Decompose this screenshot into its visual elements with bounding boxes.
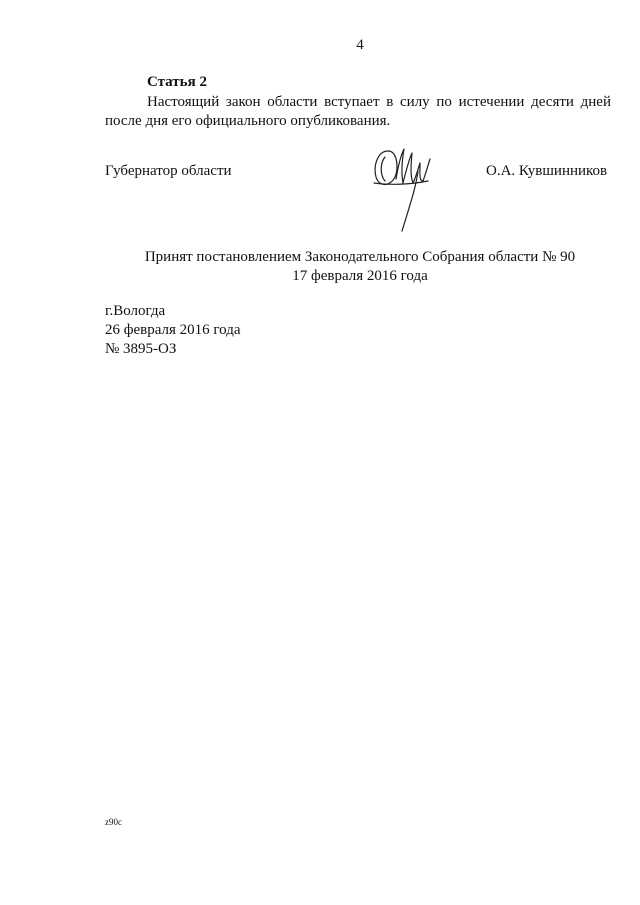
- signer-name: О.А. Кувшинников: [486, 163, 608, 179]
- law-number: № 3895-ОЗ: [105, 341, 177, 357]
- adoption-statement: Принят постановлением Законодательного Собрания области № 90: [144, 249, 576, 265]
- page-number: 4: [356, 37, 364, 53]
- signing-date: 26 февраля 2016 года: [105, 322, 241, 338]
- place-of-signing: г.Вологда: [105, 303, 166, 319]
- handwritten-signature: [368, 143, 438, 235]
- article-paragraph-line-2: после дня его официального опубликования.: [105, 113, 391, 129]
- article-title: Статья 2: [147, 74, 207, 90]
- article-paragraph-line-1: Настоящий закон области вступает в силу по истечении десяти дней: [147, 94, 611, 110]
- adoption-date: 17 февраля 2016 года: [292, 268, 428, 284]
- signer-title: Губернатор области: [105, 163, 232, 179]
- footer-code: z90c: [105, 817, 122, 827]
